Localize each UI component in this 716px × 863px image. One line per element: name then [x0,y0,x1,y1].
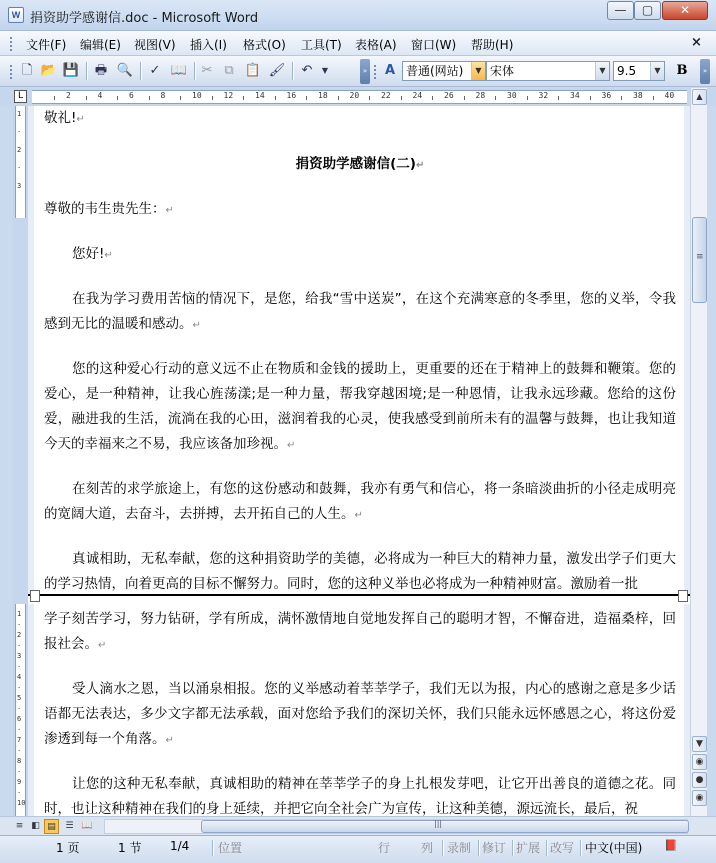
ruler-tick [243,96,244,100]
ruler-tick [590,96,591,100]
ruler-number: 2 [66,91,71,100]
ruler-tick [117,96,118,100]
toolbar-options-icon[interactable]: » [360,59,370,84]
vruler-number: 1 [17,110,22,118]
toolbar-separator [86,62,87,80]
status-revision[interactable]: 修订 [482,841,507,855]
status-separator [212,840,213,856]
paragraph-mark: ↵ [76,114,85,125]
chevron-down-icon[interactable]: ▼ [471,62,485,80]
horizontal-ruler[interactable] [32,90,687,104]
paste-icon[interactable]: 📋 [244,63,262,78]
menu-edit[interactable]: 编辑(E) [80,38,121,52]
vruler-number: 4 [17,673,22,681]
status-separator [580,840,581,856]
print-icon[interactable]: 🖶 [94,63,108,78]
vruler-number: 5 [17,694,22,702]
status-separator [442,840,443,856]
menu-insert[interactable]: 插入(I) [190,38,227,52]
paragraph-mark: ↵ [165,205,174,216]
document-area[interactable] [28,106,690,816]
menu-window[interactable]: 窗口(W) [411,38,457,52]
format-painter-icon[interactable]: 🖌 [268,63,286,78]
status-section: 1 节 [118,841,142,855]
paragraph-mark: ↵ [165,735,174,746]
paragraph[interactable]: 在刻苦的求学旅途上，有您的这份感动和鼓舞，我亦有勇气和信心，将一条暗淡曲折的小径走成明亮的宽阔大道，去奋斗，去拼搏，去开拓自己的人生。↵ [44,481,676,522]
style-combo[interactable] [402,61,486,81]
vruler-number: 6 [17,715,22,723]
vruler-number: · [17,725,22,734]
close-document-icon[interactable]: × [691,35,702,50]
status-language: 中文(中国) [585,841,643,855]
vruler-number: 1 [17,610,22,618]
vruler-number: · [17,662,22,671]
status-position: 位置 [218,841,243,855]
vertical-scroll-thumb[interactable] [692,217,707,303]
vruler-number: 3 [17,182,22,190]
open-folder-icon[interactable]: 📂 [40,63,58,78]
reading-layout-view-icon[interactable]: 📖 [81,821,94,831]
status-page: 1 页 [56,841,80,855]
status-separator [512,840,513,856]
font-size-combo[interactable] [613,61,665,81]
page-2[interactable] [34,604,684,816]
paragraph[interactable]: 在我为学习费用苦恼的情况下，是您，给我“雪中送炭”，在这个充满寒意的冬季里，您的义举，令我感到无比的温暖和感动。↵ [44,291,676,332]
vruler-number: 7 [17,736,22,744]
horizontal-scrollbar[interactable] [104,819,688,834]
ruler-tick [180,96,181,100]
ruler-number: 32 [538,91,549,100]
styles-formatting-icon[interactable]: A [384,63,396,78]
status-column: 列 [421,841,434,855]
vruler-number: · [17,164,22,172]
ruler-tick [653,96,654,100]
scroll-down-button[interactable]: ▼ [692,736,707,752]
tab-selector-button[interactable]: L [14,90,27,103]
horizontal-scroll-row [0,816,716,835]
ruler-tick [495,96,496,100]
close-window-button[interactable]: ✕ [662,1,708,20]
paragraph-mark: ↵ [354,510,363,521]
ruler-tick [275,96,276,100]
status-separator [546,840,547,856]
vruler-number: · [17,767,22,776]
vruler-number: · [17,704,22,713]
ruler-number: 26 [444,91,454,100]
vruler-number: · [17,641,22,650]
ruler-tick [338,96,339,100]
window-title: 捐资助学感谢信.doc - Microsoft Word [30,11,259,26]
ruler-number: 16 [286,91,297,100]
vruler-number: · [17,620,22,629]
normal-view-icon[interactable]: ≡ [15,821,24,831]
paragraph-mark: ↵ [415,160,425,171]
vruler-number: · [17,683,22,692]
ruler-number: 28 [475,91,486,100]
paragraph[interactable]: 真诚相助，无私奉献，您的这种捐资助学的美德，必将成为一种巨大的精神力量，激发出学子们更大的学习热情，向着更高的目标不懈努力。同时，您的这种义举也必将成为一种精神财富。激励着一批 [44,551,676,592]
spelling-status-icon[interactable]: 📕 [664,839,678,852]
toolbar-options-icon[interactable]: » [700,59,710,84]
vertical-ruler[interactable] [13,106,28,816]
vruler-number: 2 [17,631,22,639]
chevron-down-icon[interactable]: ▼ [595,62,609,80]
menu-table[interactable]: 表格(A) [355,38,397,52]
paragraph-mark: ↵ [98,640,107,651]
new-document-icon[interactable]: 🗋 [21,63,33,78]
menu-file[interactable]: 文件(F) [26,38,67,52]
research-icon[interactable]: 📖 [170,63,188,78]
ruler-number: 38 [633,91,643,100]
print-layout-view-icon[interactable]: ▤ [44,819,59,834]
status-page-of: 1/4 [170,839,190,853]
web-layout-view-icon[interactable]: ◧ [31,821,40,831]
paragraph-mark: ↵ [104,250,113,261]
vruler-number: · [17,746,22,755]
menu-bar [0,31,716,56]
ruler-number: 22 [381,91,391,100]
ruler-number: 30 [507,91,517,100]
vruler-number: 2 [17,146,22,154]
salutation[interactable]: 尊敬的韦生贵先生：↵ [44,201,174,217]
ruler-tick [401,96,402,100]
status-separator [478,840,479,856]
toolbar-grip-handle[interactable] [9,64,13,79]
undo-dropdown-icon[interactable]: ▼ [321,66,329,75]
ruler-tick [306,96,307,100]
ruler-number: 24 [412,91,423,100]
font-value: 宋体 [490,64,515,78]
ruler-tick [54,96,55,100]
copy-icon[interactable]: ⧉ [224,63,234,78]
ruler-number: 18 [318,91,328,100]
status-overwrite[interactable]: 改写 [550,841,575,855]
title-bar [0,0,716,31]
ruler-tick [558,96,559,100]
formatting-toolbar [0,56,716,87]
menu-tools[interactable]: 工具(T) [301,38,342,52]
maximize-button[interactable]: ▢ [634,1,661,20]
font-size-value: 9.5 [617,64,637,78]
menu-view[interactable]: 视图(V) [134,38,176,52]
ruler-tick [527,96,528,100]
vruler-number: 9 [17,778,22,786]
ruler-number: 6 [129,91,134,100]
print-preview-icon[interactable]: 🔍 [116,63,134,78]
ruler-tick [212,96,213,100]
ruler-number: 8 [160,91,166,100]
ruler-tick [86,96,87,100]
ruler-tick [149,96,150,100]
toolbar-separator [292,62,293,80]
status-bar [0,835,716,863]
scroll-up-button[interactable]: ▲ [692,89,707,105]
minimize-button[interactable]: — [607,1,634,20]
ruler-number: 36 [601,91,612,100]
vruler-number: · [17,788,22,797]
spelling-icon[interactable]: ✓ [149,63,161,78]
ruler-number: 20 [349,91,360,100]
ruler-number: 40 [664,91,675,100]
page-1[interactable] [34,106,684,594]
page-break [28,594,690,604]
toolbar-separator [194,62,195,80]
select-browse-object-button[interactable]: ● [692,772,707,788]
bold-button[interactable]: B [676,63,688,78]
ruler-number: 4 [97,91,103,100]
font-combo[interactable] [486,61,610,81]
menu-help[interactable]: 帮助(H) [471,38,514,52]
paragraph[interactable]: 学子刻苦学习，努力钻研，学有所成，满怀激情地自觉地发挥自己的聪明才智，不懈奋进，造福桑梓，回报社会。↵ [44,611,676,652]
outline-view-icon[interactable]: ☰ [65,821,74,831]
ruler-tick [369,96,370,100]
ruler-tick [464,96,465,100]
status-record[interactable]: 录制 [447,841,472,855]
undo-icon[interactable]: ↶ [301,63,313,78]
ruler-number: 10 [192,91,202,100]
chevron-down-icon[interactable]: ▼ [650,62,664,80]
cut-icon[interactable]: ✂ [201,63,213,78]
word-app-icon[interactable]: W [8,7,24,23]
status-line: 行 [378,841,391,855]
ruler-number: 34 [570,91,580,100]
toolbar2-grip-handle[interactable] [373,64,377,79]
vertical-scrollbar[interactable] [690,88,707,816]
menu-grip-handle[interactable] [9,36,13,51]
style-value: 普通(网站) [406,64,464,78]
horizontal-scroll-thumb[interactable] [201,820,689,833]
paragraph-mark: ↵ [192,320,201,331]
paragraph[interactable]: 您的这种爱心行动的意义远不止在物质和金钱的援助上，更重要的还在于精神上的鼓舞和鞭策。您的爱心，是一种精神，让我心旌荡漾;是一种力量，帮我穿越困境;是一种恩情，让我永远珍藏。您给的这份爱，融进我的生活，流淌在我的心田，滋润着我的心灵，使我感受到前所未有的温馨与鼓舞，也让我知道今天的幸福来之不易，我应该备加珍视。↵ [44,361,676,452]
menu-format[interactable]: 格式(O) [243,38,286,52]
vruler-number: 10 [17,799,26,807]
vruler-top-segment [15,106,26,218]
vruler-number: · [17,128,22,136]
paragraph[interactable]: 您好!↵ [72,246,113,262]
paragraph[interactable]: 受人滴水之恩，当以涌泉相报。您的义举感动着莘莘学子，我们无以为报，内心的感谢之意是多少话语都无法表达，多少文字都无法承载，面对您给予我们的深切关怀，我们只能永远怀感恩之心，将这份爱渗透到每一个角落。↵ [44,681,676,747]
ruler-tick [621,96,622,100]
paragraph[interactable]: 敬礼!↵ [44,110,85,126]
previous-page-button[interactable]: ◉ [692,754,707,770]
save-icon[interactable]: 💾 [62,63,80,78]
ruler-number: 14 [255,91,265,100]
status-extend[interactable]: 扩展 [516,841,541,855]
paragraph[interactable]: 让您的这种无私奉献，真诚相助的精神在莘莘学子的身上扎根发芽吧，让它开出善良的道德之花。同时，也让这种精神在我们的身上延续，并把它向全社会广为宣传，让这种美德，源远流长，最后，祝 [44,776,676,816]
ruler-number: 12 [223,91,234,100]
next-page-button[interactable]: ◉ [692,790,707,806]
ruler-tick [432,96,433,100]
toolbar-separator [140,62,141,80]
letter-heading[interactable]: 捐资助学感谢信(二)↵ [295,156,425,172]
paragraph-mark: ↵ [287,440,296,451]
vruler-number: 8 [17,757,22,765]
ruler-row [0,88,716,106]
vruler-number: 3 [17,652,22,660]
